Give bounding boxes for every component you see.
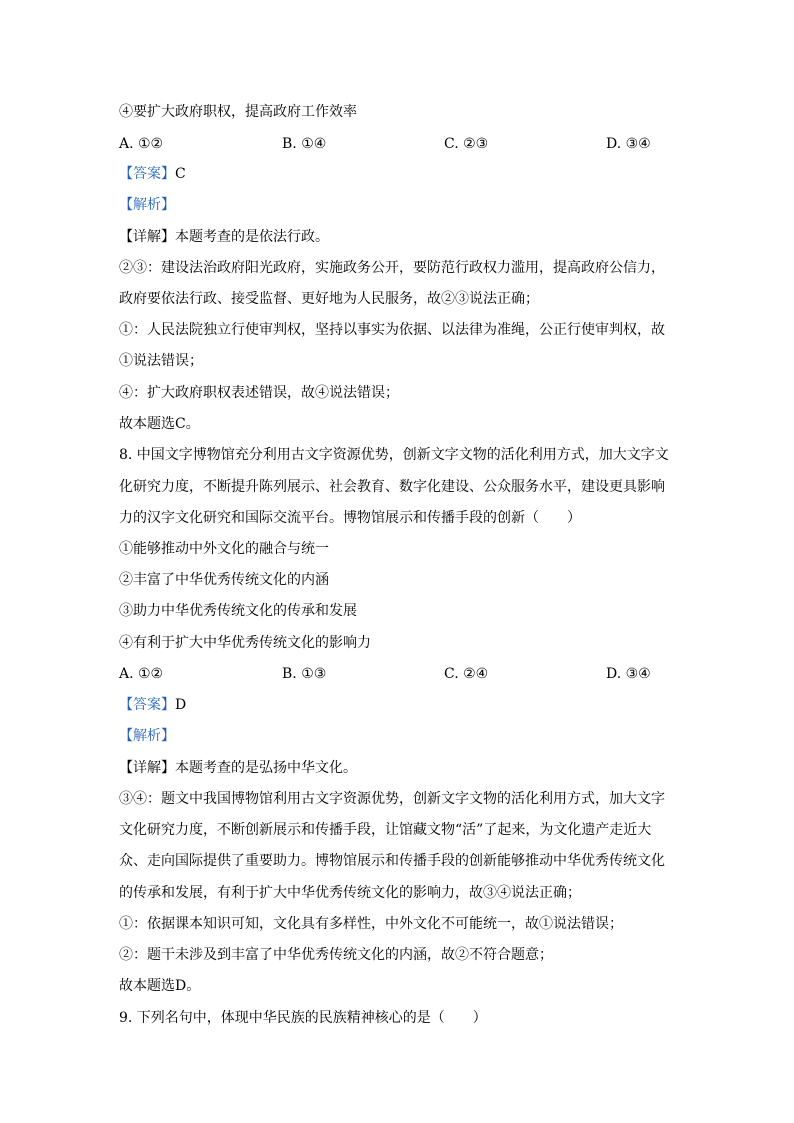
q8-item: ①能够推动中外文化的融合与统一	[119, 541, 329, 557]
detail-tag: 【详解】	[119, 229, 175, 245]
q8-detail-line: ②：题干未涉及到丰富了中华优秀传统文化的内涵，故②不符合题意；	[119, 947, 553, 963]
q8-stem-line: 8. 中国文字博物馆充分利用古文字资源优势，创新文字文物的活化利用方式，加大文字文	[119, 447, 669, 463]
q7-option-d: D. ③④	[606, 136, 651, 152]
q7-detail-line: ①说法错误；	[119, 353, 203, 369]
q7-answer	[119, 165, 186, 183]
q7-option-a: A. ①②	[119, 136, 164, 152]
q8-detail-line: 文化研究力度，不断创新展示和传播手段，让馆藏文物“活”了起来，为文化遗产走近大	[119, 822, 652, 838]
q8-option-b: B. ①③	[282, 666, 327, 682]
detail-text: 本题考查的是弘扬中华文化。	[175, 760, 357, 776]
q7-analysis-tag: 【解析】	[119, 197, 175, 213]
q8-detail-line: 故本题选D。	[119, 978, 201, 994]
q8-detail-line: ③④：题文中我国博物馆利用古文字资源优势，创新文字文物的活化利用方式，加大文字	[119, 791, 665, 807]
q7-option-c: C. ②③	[444, 136, 489, 152]
q8-item: ②丰富了中华优秀传统文化的内涵	[119, 572, 329, 588]
q8-analysis-tag: 【解析】	[119, 728, 175, 744]
q7-detail-line: 政府要依法行政、接受监督、更好地为人民服务，故②③说法正确；	[119, 291, 539, 307]
q7-option-b: B. ①④	[282, 136, 327, 152]
answer-value: C	[175, 166, 186, 182]
detail-tag: 【详解】	[119, 760, 175, 776]
q7-detail-line: ②③：建设法治政府阳光政府，实施政务公开，要防范行政权力滥用，提高政府公信力，	[119, 260, 665, 276]
q8-detail-line: 的传承和发展，有利于扩大中华优秀传统文化的影响力，故③④说法正确；	[119, 885, 581, 901]
answer-tag: 【答案】	[119, 166, 175, 182]
q7-item-4: ④要扩大政府职权，提高政府工作效率	[119, 104, 357, 120]
q8-detail-line	[119, 759, 357, 777]
q7-detail-line	[119, 228, 329, 246]
answer-tag: 【答案】	[119, 697, 175, 713]
detail-text: 本题考查的是依法行政。	[175, 229, 329, 245]
q8-stem-line: 化研究力度，不断提升陈列展示、社会教育、数字化建设、公众服务水平，建设更具影响	[119, 479, 665, 495]
q8-option-c: C. ②④	[444, 666, 489, 682]
q8-option-a: A. ①②	[119, 666, 164, 682]
q8-detail-line: 众、走向国际提供了重要助力。博物馆展示和传播手段的创新能够推动中华优秀传统文化	[119, 853, 665, 869]
q9-stem: 9. 下列名句中，体现中华民族的民族精神核心的是（ ）	[119, 1010, 487, 1026]
q7-detail-line: 故本题选C。	[119, 416, 200, 432]
q7-detail-line: ④：扩大政府职权表述错误，故④说法错误；	[119, 385, 399, 401]
q8-option-d: D. ③④	[606, 666, 651, 682]
q7-detail-line: ①：人民法院独立行使审判权，坚持以事实为依据、以法律为准绳，公正行使审判权，故	[119, 322, 665, 338]
q8-detail-line: ①：依据课本知识可知，文化具有多样性，中外文化不可能统一，故①说法错误；	[119, 916, 623, 932]
q8-item: ④有利于扩大中华优秀传统文化的影响力	[119, 635, 371, 651]
q8-stem-line: 力的汉字文化研究和国际交流平台。博物馆展示和传播手段的创新（ ）	[119, 510, 581, 526]
q8-answer	[119, 696, 186, 714]
answer-value: D	[175, 697, 187, 713]
q8-item: ③助力中华优秀传统文化的传承和发展	[119, 603, 357, 619]
